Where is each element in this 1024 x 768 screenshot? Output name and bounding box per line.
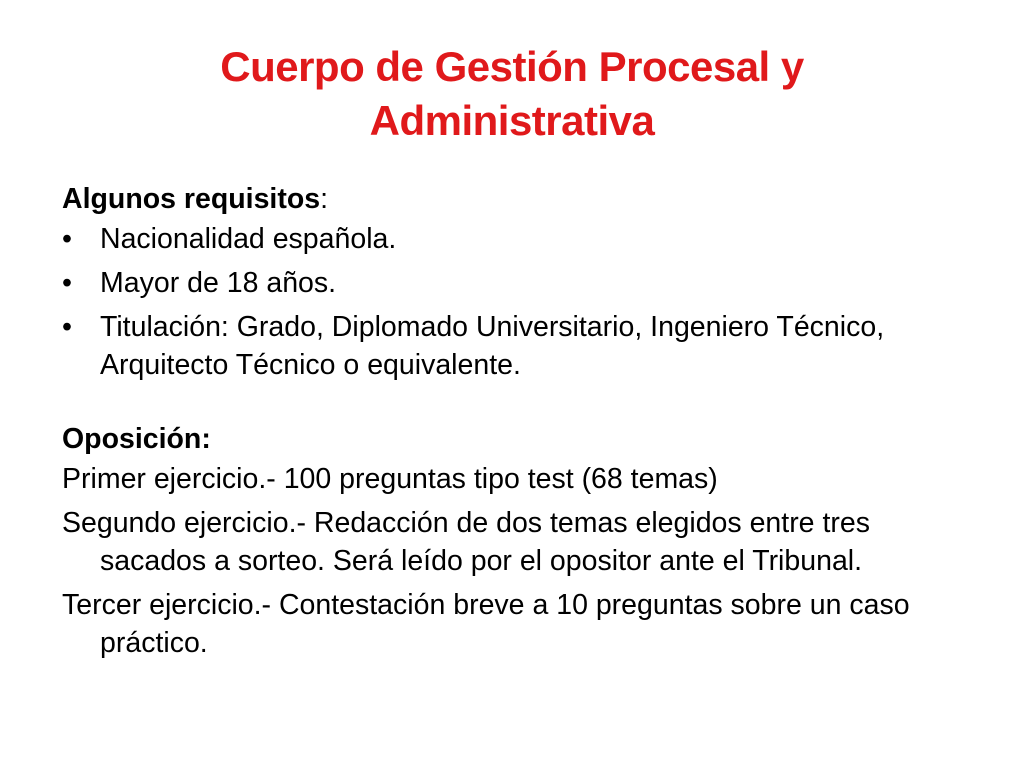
bullet-icon: • (62, 267, 72, 299)
oposicion-heading-text: Oposición: (62, 423, 211, 455)
ejercicio-paragraph: Segundo ejercicio.- Redacción de dos temas elegidos entre tres sacados a sorteo. Será leído por el opositor ante el Tribunal. (62, 507, 870, 577)
list-item (62, 264, 982, 302)
slide-body (62, 180, 982, 668)
section-spacer (62, 390, 982, 420)
bullet-icon: • (62, 311, 72, 343)
list-item (62, 220, 982, 258)
bullet-icon: • (62, 223, 72, 255)
slide-title-line-1: Cuerpo de Gestión Procesal y (220, 43, 804, 90)
requisitos-heading (62, 180, 982, 218)
requisitos-list (62, 220, 982, 384)
oposicion-heading (62, 420, 982, 458)
requisitos-heading-colon: : (320, 183, 329, 215)
slide-title (60, 40, 964, 148)
ejercicio-paragraph: Primer ejercicio.- 100 preguntas tipo test (68 temas) (62, 463, 718, 495)
list-item (62, 308, 982, 384)
ejercicio-paragraph: Tercer ejercicio.- Contestación breve a 10 preguntas sobre un caso práctico. (62, 589, 910, 659)
requisitos-heading-text: Algunos requisitos (62, 183, 321, 215)
requisito-text: Titulación: Grado, Diplomado Universitario, Ingeniero Técnico, Arquitecto Técnico o equivalente. (100, 311, 885, 381)
slide-title-line-2: Administrativa (369, 97, 655, 144)
requisito-text: Nacionalidad española. (100, 223, 397, 255)
requisito-text: Mayor de 18 años. (100, 267, 337, 299)
